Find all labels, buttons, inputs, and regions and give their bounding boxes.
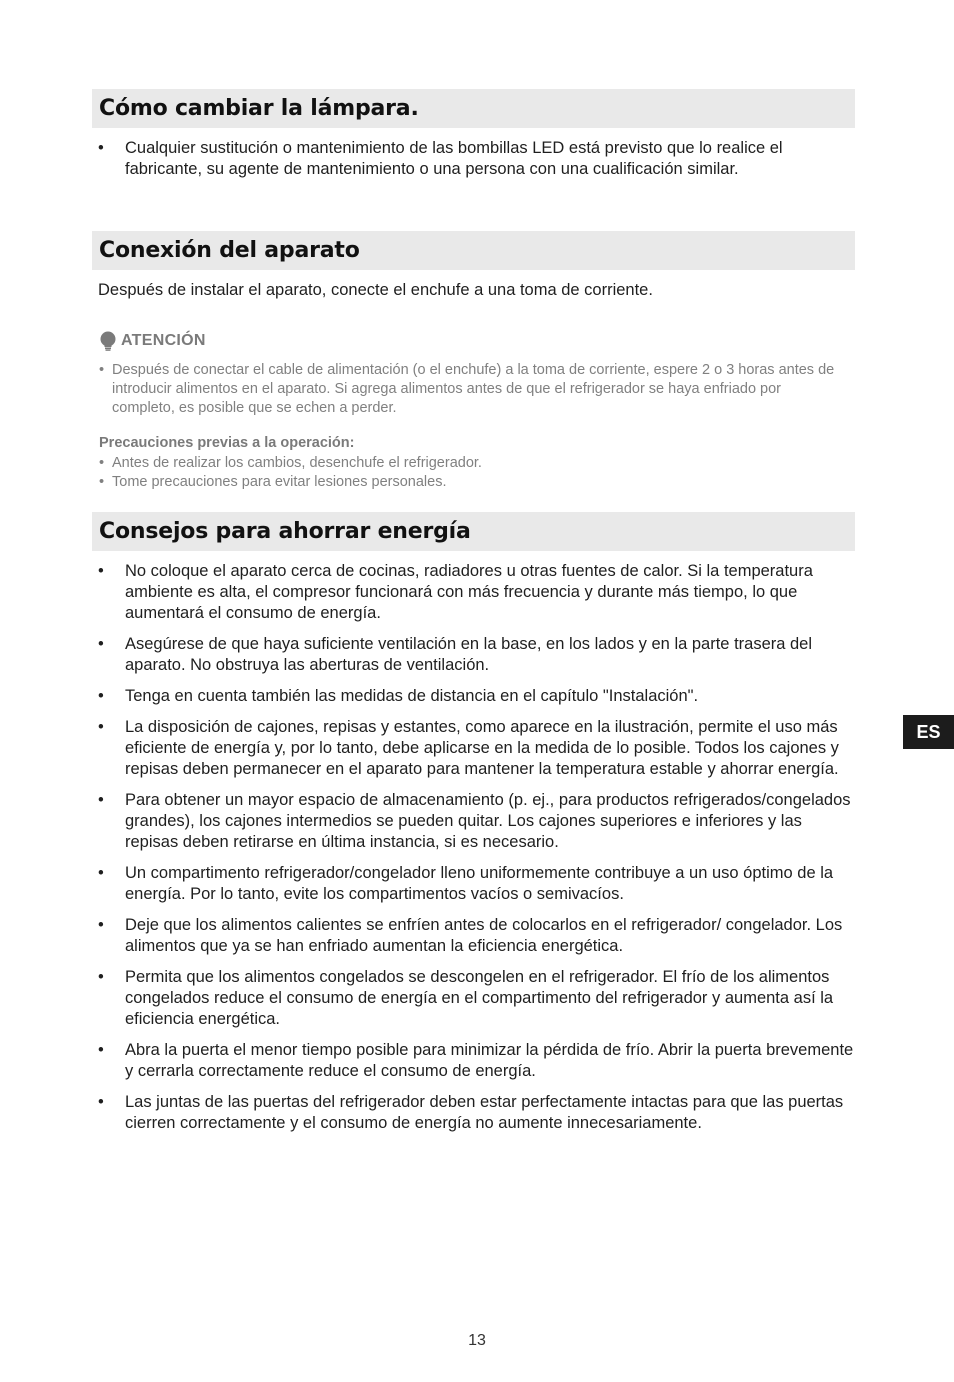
bullet-marker: • bbox=[98, 1041, 104, 1059]
list-item bbox=[99, 454, 839, 473]
bullet-marker: • bbox=[98, 791, 104, 809]
section-header-connection bbox=[92, 231, 855, 270]
list-item-text: Las juntas de las puertas del refrigerador deben estar perfectamente intactas para que las puertas cierren correctamente y el consumo de energía no aumente innecesariamente. bbox=[125, 1093, 844, 1132]
list-item-text: Permita que los alimentos congelados se descongelen en el refrigerador. El frío de los alimentos congelados reduce el consumo de energía en el compartimento del refrigerador y aumenta así la eficiencia energética. bbox=[125, 968, 834, 1028]
list-item-text: Para obtener un mayor espacio de almacenamiento (p. ej., para productos refrigerados/congelados grandes), los cajones intermedios se pueden quitar. Los cajones superiores e inferiores y las repisas deben retirarse en última instancia, si es necesario. bbox=[125, 791, 851, 851]
bullet-marker: • bbox=[98, 1093, 104, 1111]
list-item bbox=[98, 790, 858, 853]
bullet-marker: • bbox=[98, 968, 104, 986]
list-item bbox=[98, 686, 858, 707]
list-item-text: Tome precauciones para evitar lesiones personales. bbox=[112, 474, 447, 490]
bullet-marker: • bbox=[98, 718, 104, 736]
list-item-text: Un compartimento refrigerador/congelador lleno uniformemente contribuye a un uso óptimo de la energía. Por lo tanto, evite los compartimentos vacíos o semivacíos. bbox=[125, 864, 834, 903]
section-title-connection: Conexión del aparato bbox=[99, 238, 360, 263]
language-tab: ES bbox=[903, 715, 954, 749]
connection-text: Después de instalar el aparato, conecte el enchufe a una toma de corriente. bbox=[98, 281, 653, 299]
bullet-marker: • bbox=[99, 362, 105, 378]
lightbulb-icon bbox=[99, 331, 117, 351]
section-header-lamp bbox=[92, 89, 855, 128]
attention-list bbox=[99, 361, 839, 418]
list-item bbox=[98, 717, 858, 780]
list-item bbox=[98, 1040, 858, 1082]
list-item bbox=[99, 361, 839, 418]
bullet-marker: • bbox=[98, 635, 104, 653]
list-item bbox=[98, 967, 858, 1030]
bullet-marker: • bbox=[99, 474, 105, 490]
page-number: 13 bbox=[468, 1332, 486, 1349]
bullet-marker: • bbox=[99, 455, 105, 471]
precautions-title: Precauciones previas a la operación: bbox=[99, 435, 355, 451]
attention-heading bbox=[99, 331, 206, 351]
list-item-text: Tenga en cuenta también las medidas de distancia en el capítulo "Instalación". bbox=[125, 687, 699, 705]
bullet-marker: • bbox=[98, 916, 104, 934]
bullet-marker: • bbox=[98, 687, 104, 705]
list-item bbox=[98, 634, 858, 676]
section-title-energy: Consejos para ahorrar energía bbox=[99, 519, 471, 544]
list-item-text: Cualquier sustitución o mantenimiento de las bombillas LED está previsto que lo realice el fabricante, su agente de mantenimiento o una persona con una cualificación similar. bbox=[125, 139, 783, 178]
list-item-text: Después de conectar el cable de alimentación (o el enchufe) a la toma de corriente, espere 2 o 3 horas antes de introducir alimentos en el aparato. Si agrega alimentos antes de que el refrigerador se haya enfriado por completo, es posible que se echen a perder. bbox=[112, 362, 835, 416]
list-item-text: Abra la puerta el menor tiempo posible para minimizar la pérdida de frío. Abrir la puerta brevemente y cerrarla correctamente reduce el consumo de energía. bbox=[125, 1041, 854, 1080]
bullet-marker: • bbox=[98, 864, 104, 882]
list-item-text: Antes de realizar los cambios, desenchufe el refrigerador. bbox=[112, 455, 482, 471]
bullet-marker: • bbox=[98, 139, 104, 157]
list-item-text: Asegúrese de que haya suficiente ventilación en la base, en los lados y en la parte trasera del aparato. No obstruya las aberturas de ventilación. bbox=[125, 635, 813, 674]
list-item-text: No coloque el aparato cerca de cocinas, radiadores u otras fuentes de calor. Si la temperatura ambiente es alta, el compresor funcionará con más frecuencia y durante más tiempo, lo que aumentará el consumo de energía. bbox=[125, 562, 813, 622]
energy-bullet-list bbox=[98, 561, 858, 1144]
list-item bbox=[98, 863, 858, 905]
precautions-list bbox=[99, 454, 839, 492]
list-item-text: La disposición de cajones, repisas y estantes, como aparece en la ilustración, permite el uso más eficiente de energía y, por lo tanto, debe aplicarse en la medida de lo posible. Todos los cajones y repisas deben permanecer en el aparato para mantener la temperatura estable y ahorrar energía. bbox=[125, 718, 839, 778]
section-title-lamp: Cómo cambiar la lámpara. bbox=[99, 96, 419, 121]
list-item bbox=[98, 1092, 858, 1134]
list-item bbox=[98, 138, 858, 180]
attention-label: ATENCIÓN bbox=[121, 332, 206, 349]
list-item bbox=[98, 561, 858, 624]
list-item bbox=[99, 473, 839, 492]
bullet-marker: • bbox=[98, 562, 104, 580]
list-item-text: Deje que los alimentos calientes se enfríen antes de colocarlos en el refrigerador/ congelador. Los alimentos que ya se han enfriado aumentan la eficiencia energética. bbox=[125, 916, 843, 955]
list-item bbox=[98, 915, 858, 957]
lamp-bullet-list bbox=[98, 138, 858, 190]
section-header-energy bbox=[92, 512, 855, 551]
